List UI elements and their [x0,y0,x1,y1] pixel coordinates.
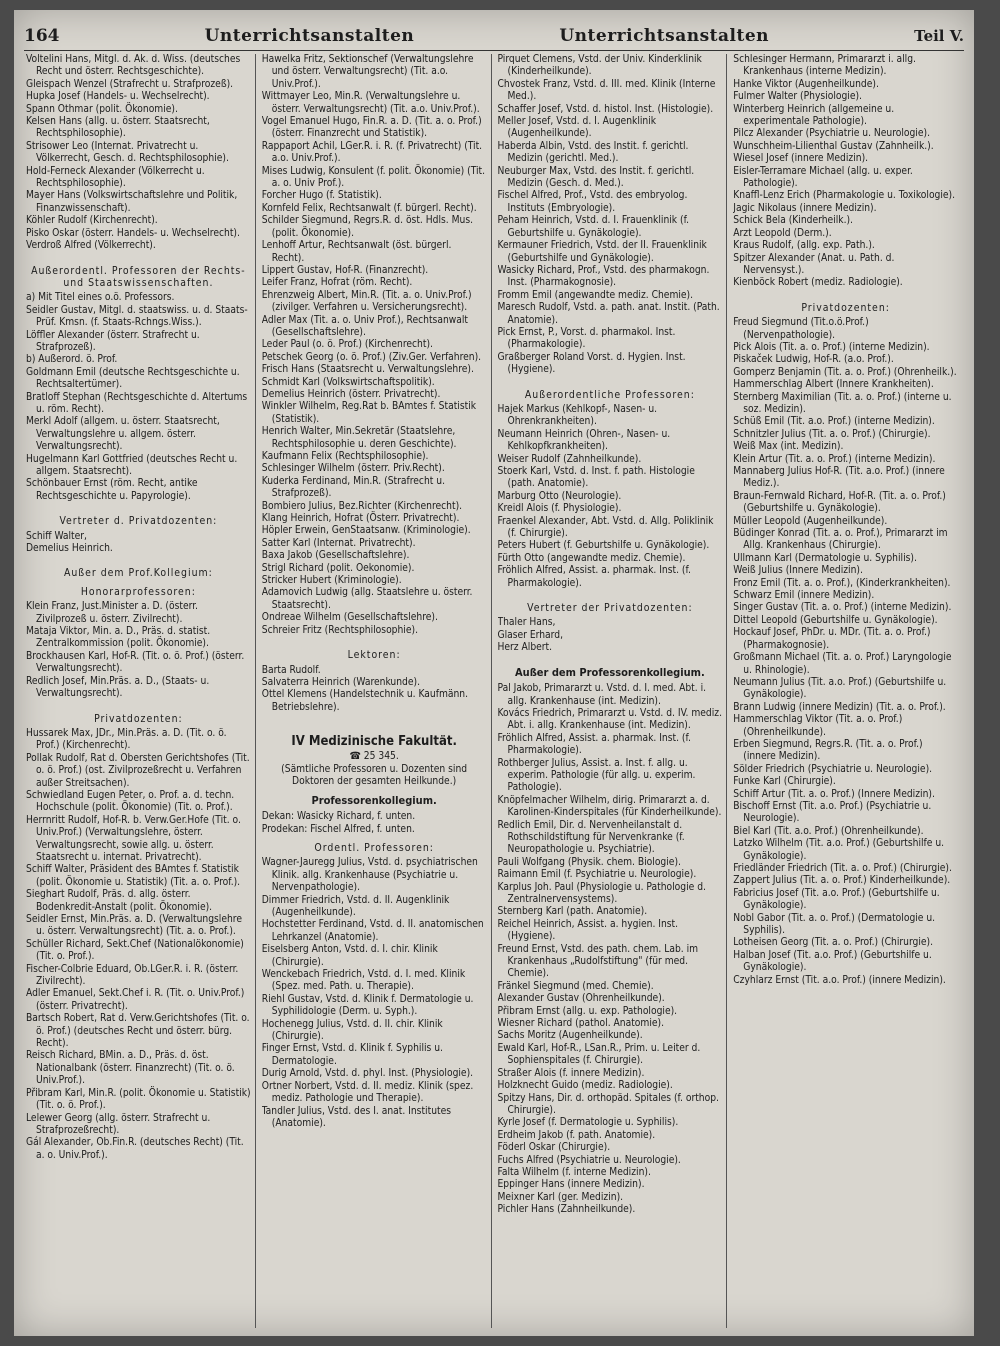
directory-entry: Peham Heinrich, Vstd. d. I. Frauenklinik (f. Geburtshilfe u. Gynäkologie). [497,215,689,239]
directory-entry: Schönbauer Ernst (röm. Recht, antike Rechtsgeschichte u. Papyrologie). [26,478,198,502]
directory-entry: Weiß Julius (Innere Medizin). [733,565,863,577]
directory-entry: Wenckebach Friedrich, Vstd. d. I. med. Klinik (Spez. med. Path. u. Therapie). [261,969,466,993]
directory-entry: Fröhlich Alfred, Assist. a. pharmak. Inst. (f. Pharmakologie). [497,565,691,589]
directory-entry: Dimmer Friedrich, Vstd. d. II. Augenklinik (Augenheilkunde). [261,894,450,918]
directory-entry: Hugelmann Karl Gottfried (deutsches Recht u. allgem. Staatsrecht). [26,453,238,477]
directory-entry: Rothberger Julius, Assist. a. Inst. f. allg. u. experim. Pathologie (für allg. u. experim. Pathologie). [497,757,696,794]
section-heading: Privatdozenten: [801,301,890,314]
directory-entry: Adamovich Ludwig (allg. Staatslehre u. österr. Staatsrecht). [261,587,473,611]
directory-entry: Meller Josef, Vstd. d. I. Augenklinik (Augenheilkunde). [497,116,657,140]
directory-entry: Hajek Markus (Kehlkopf-, Nasen- u. Ohrenkrankheiten). [497,403,658,428]
directory-entry: Herz Albert. [497,642,553,654]
directory-entry: Petschek Georg (o. ö. Prof.) (Ziv.Ger. Verfahren). [261,351,482,363]
directory-entry: Voltelini Hans, Mitgl. d. Ak. d. Wiss. (deutsches Recht und österr. Rechtsgeschichte). [26,54,241,78]
directory-entry: Mayer Hans (Volkswirtschaftslehre und Politik, Finanzwissenschaft). [26,190,238,214]
directory-entry: Maresch Rudolf, Vstd. a. path. anat. Instit. (Path. Anatomie). [497,302,720,326]
directory-entry: Ullmann Karl (Dermatologie u. Syphilis). [733,552,917,564]
directory-entry: Wittmayer Leo, Min.R. (Verwaltungslehre u. österr. Verwaltungsrecht) (Tit. a.o. Univ.Prof.). [261,91,480,115]
directory-entry: Braun-Fernwald Richard, Hof-R. (Tit. a. o. Prof.) (Geburtshilfe u. Gynäkologie). [733,490,946,515]
directory-entry: Schiff Artur (Tit. a. o. Prof.) (Innere Medizin). [733,788,935,800]
directory-entry: Marburg Otto (Neurologie). [497,490,622,502]
directory-entry: Kovács Friedrich, Primararzt u. Vstd. d. IV. mediz. Abt. i. allg. Krankenhause (int. Medizin). [497,707,722,732]
directory-entry: Gomperz Benjamin (Tit. a. o. Prof.) (Ohrenheilk.). [733,366,957,378]
directory-entry: Dittel Leopold (Geburtshilfe u. Gynäkologie). [733,614,938,626]
directory-entry: Pirquet Clemens, Vstd. der Univ. Kinderklinik (Kinderheilkunde). [497,54,702,78]
directory-entry: Durig Arnold, Vstd. d. phyl. Inst. (Physiologie). [261,1068,474,1080]
directory-entry: Föderl Oskar (Chirurgie). [497,1142,611,1154]
section-heading: Privatdozenten: [94,712,183,725]
directory-entry: Hold-Ferneck Alexander (Völkerrecht u. Rechtsphilosophie). [26,165,205,190]
directory-entry: Herrnritt Rudolf, Hof-R. b. Verw.Ger.Hofe (Tit. o. Univ.Prof.) (Verwaltungslehre, österr. Verwaltungsrecht, sowie allg. u. österr. Staatsrecht u. internat. Privatrecht). [26,814,241,863]
directory-entry: Satter Karl (Internat. Privatrecht). [261,537,416,549]
directory-entry: Sieghart Rudolf, Präs. d. allg. österr. Bodenkredit-Anstalt (polit. Ökonomie). [26,889,213,913]
directory-entry: Erben Siegmund, Regrs.R. (Tit. a. o. Prof.) (innere Medizin). [733,738,923,763]
directory-entry: Kuderka Ferdinand, Min.R. (Strafrecht u. Strafprozeß). [261,475,445,500]
directory-entry: Büdinger Konrad (Tit. a. o. Prof.), Primararzt im Allg. Krankenhaus (Chirurgie). [733,528,948,552]
directory-entry: Zappert Julius (Tit. a. o. Prof.) Kinderheilkunde). [733,875,951,887]
directory-entry: Arzt Leopold (Derm.). [733,227,832,239]
directory-entry: Bischoff Ernst (Tit. a.o. Prof.) (Psychiatrie u. Neurologie). [733,800,932,825]
directory-entry: Höpler Erwein, GenStaatsanw. (Kriminologie). [261,525,471,537]
directory-entry: Raimann Emil (f. Psychiatrie u. Neurologie). [497,869,697,881]
directory-entry: Salvaterra Heinrich (Warenkunde). [261,676,421,688]
directory-entry: Schilder Siegmund, Regrs.R. d. öst. Hdls. Mus. (polit. Ökonomie). [261,215,474,239]
directory-entry: Fröhlich Alfred, Assist. a. pharmak. Inst. (f. Pharmakologie). [497,732,691,757]
directory-entry: Haberda Albin, Vstd. des Instit. f. gerichtl. Medizin (gerichtl. Med.). [497,140,689,165]
directory-entry: Mataja Viktor, Min. a. D., Präs. d. statist. Zentralkommission (polit. Ökonomie). [26,626,211,650]
directory-entry: Nobl Gabor (Tit. a. o. Prof.) (Dermatologie u. Syphilis). [733,912,936,937]
directory-entry: Gleispach Wenzel (Strafrecht u. Strafprozeß). [26,78,234,90]
column-3 [498,54,728,1328]
section-heading: Außer dem Prof.Kollegium: [63,567,213,580]
directory-entry: Seidler Ernst, Min.Präs. a. D. (Verwaltungslehre u. österr. Verwaltungsrecht) (Tit. a. o. Prof.). [26,914,242,938]
directory-entry: Hammerschlag Albert (Innere Krankheiten). [733,379,934,391]
directory-entry: Goldmann Emil (deutsche Rechtsgeschichte u. Rechtsaltertümer). [26,366,240,391]
directory-entry: Baxa Jakob (Gesellschaftslehre). [261,550,410,562]
directory-entry: Bombiero Julius, Bez.Richter (Kirchenrecht). [261,500,463,512]
faculty-heading: IV Medizinische Fakultät. [291,734,457,750]
directory-entry: Schlesinger Hermann, Primararzt i. allg. Krankenhaus (interne Medizin). [733,54,916,78]
part-label: Teil V. [914,27,964,45]
directory-entry: Merkl Adolf (allgem. u. österr. Staatsrecht, Verwaltungslehre u. allgem. österr. Verwaltungsrecht). [26,416,220,453]
directory-entry: Knöpfelmacher Wilhelm, dirig. Primararzt a. d. Karolinen-Kinderspitales (für Kinderheilkunde). [497,794,722,819]
directory-entry: Kornfeld Felix, Rechtsanwalt (f. bürgerl. Recht). [261,202,477,214]
directory-entry: Chvostek Franz, Vstd. d. III. med. Klinik (Interne Med.). [497,78,716,103]
directory-entry: Wagner-Jauregg Julius, Vstd. d. psychiatrischen Klinik. allg. Krankenhause (Psychiatrie u. Nervenpathologie). [261,857,478,894]
directory-entry: Pichler Hans (Zahnheilkunde). [497,1204,636,1216]
directory-entry: Weiser Rudolf (Zahnheilkunde). [497,453,642,465]
directory-entry: Pick Ernst, P., Vorst. d. pharmakol. Inst. (Pharmakologie). [497,326,676,351]
directory-entry: Sternberg Maximilian (Tit. a. o. Prof.) (interne u. soz. Medizin). [733,391,952,415]
directory-entry: Fischer-Colbrie Eduard, Ob.LGer.R. i. R. (österr. Zivilrecht). [26,963,239,988]
directory-entry: Freud Siegmund (Tit.o.ö.Prof.) (Nervenpathologie). [733,317,869,341]
directory-entry: Brockhausen Karl, Hof-R. (Tit. o. ö. Prof.) (österr. Verwaltungsrecht). [26,650,245,675]
directory-entry: Piskaček Ludwig, Hof-R. (a.o. Prof.). [733,354,894,366]
directory-entry: Reichel Heinrich, Assist. a. hygien. Inst. (Hygiene). [497,918,679,943]
directory-entry: Friedländer Friedrich (Tit. a. o. Prof.) (Chirurgie). [733,863,952,874]
directory-entry: Peters Hubert (f. Geburtshilfe u. Gynäkologie). [497,540,710,552]
directory-entry: Schüß Emil (Tit. a.o. Prof.) (interne Medizin). [733,416,935,428]
directory-entry: Spitzer Alexander (Anat. u. Path. d. Nervensyst.). [733,252,895,276]
directory-entry: Fuchs Alfred (Psychiatrie u. Neurologie). [497,1154,681,1166]
directory-entry: Schmidt Karl (Volkswirtschaftspolitik). [261,376,435,388]
directory-entry: Adler Emanuel, Sekt.Chef i. R. (Tit. o. Univ.Prof.) (österr. Privatrecht). [26,988,245,1012]
directory-entry: Kyrle Josef (f. Dermatologie u. Syphilis). [497,1117,679,1129]
directory-entry: Leder Paul (o. ö. Prof.) (Kirchenrecht). [261,339,433,351]
directory-entry: Lotheisen Georg (Tit. a. o. Prof.) (Chirurgie). [733,937,934,949]
directory-entry: Neuburger Max, Vstd. des Instit. f. gerichtl. Medizin (Gesch. d. Med.). [497,165,695,190]
directory-entry: Kermauner Friedrich, Vstd. der II. Frauenklinik (Geburtshilfe und Gynäkologie). [497,240,707,264]
directory-entry: Sachs Moritz (Augenheilkunde). [497,1030,643,1042]
directory-entry: Lippert Gustav, Hof-R. (Finanzrecht). [261,264,429,276]
directory-entry: Leifer Franz, Hofrat (röm. Recht). [261,277,413,289]
directory-entry: Gál Alexander, Ob.Fin.R. (deutsches Recht) (Tit. a. o. Univ.Prof.). [26,1137,244,1161]
directory-entry: b) Außerord. ö. Prof. [26,354,118,366]
directory-entry: Ehrenzweig Albert, Min.R. (Tit. a. o. Univ.Prof.) (zivilger. Verfahren u. Versicherungsrecht). [261,289,472,314]
directory-entry: Bratloff Stephan (Rechtsgeschichte d. Altertums u. röm. Recht). [26,391,248,415]
page-number: 164 [24,26,60,46]
directory-entry: Mannaberg Julius Hof-R. (Tit. a.o. Prof.) (innere Mediz.). [733,466,945,490]
directory-entry: Forcher Hugo (f. Statistik). [261,190,382,202]
directory-entry: Winkler Wilhelm, Reg.Rat b. BAmtes f. Statistik (Statistik). [261,401,477,425]
directory-entry: Stricker Hubert (Kriminologie). [261,575,402,587]
directory-entry: Prodekan: Fischel Alfred, f. unten. [261,823,415,835]
spacer [498,655,723,661]
directory-entry: Pauli Wolfgang (Physik. chem. Biologie). [497,856,681,868]
directory-entry: Schaffer Josef, Vstd. d. histol. Inst. (Histologie). [497,103,714,115]
directory-entry: Schiff Walter, [26,530,87,542]
directory-entry: Stoerk Karl, Vstd. d. Inst. f. path. Histologie (path. Anatomie). [497,466,695,490]
directory-entry: Verdroß Alfred (Völkerrecht). [26,240,156,252]
directory-entry: Brann Ludwig (innere Medizin) (Tit. a. o. Prof.). [733,701,946,713]
directory-entry: Tandler Julius, Vstd. des I. anat. Institutes (Anatomie). [261,1105,452,1129]
directory-entry: Glaser Erhard, [497,629,563,641]
directory-entry: Weiß Max (int. Medizin). [733,441,844,453]
directory-entry: Redlich Emil, Dir. d. Nervenheilanstalt d. Rothschildstiftung für Nervenkranke (f. Neuropathologie u. Psychiatrie). [497,819,685,856]
directory-entry: Singer Gustav (Tit. a. o. Prof.) (interne Medizin). [733,602,952,614]
spacer [498,377,723,383]
spacer [26,555,251,561]
directory-entry: Wunschheim-Lilienthal Gustav (Zahnheilk.). [733,140,934,152]
directory-entry: Fränkel Siegmund (med. Chemie). [497,980,654,992]
directory-entry: Redlich Josef, Min.Präs. a. D., (Staats- u. Verwaltungsrecht). [26,675,210,700]
directory-entry: Riehl Gustav, Vstd. d. Klinik f. Dermatologie u. Syphilidologie (Derm. u. Syph.). [261,993,474,1018]
directory-entry: Eppinger Hans (innere Medizin). [497,1179,645,1191]
directory-entry: Demelius Heinrich. [26,543,113,555]
section-heading: Honorarprofessoren: [80,585,196,598]
directory-entry: Kreidl Alois (f. Physiologie). [497,503,622,515]
directory-entry: Fraenkel Alexander, Abt. Vstd. d. Allg. Poliklinik (f. Chirurgie). [497,515,714,540]
directory-entry: Karplus Joh. Paul (Physiologie u. Pathologie d. Zentralnervensystems). [497,881,706,905]
directory-entry: Adler Max (Tit. a. o. Univ Prof.), Rechtsanwalt (Gesellschaftslehre). [261,314,469,338]
directory-entry: Köhler Rudolf (Kirchenrecht). [26,215,158,227]
directory-entry: Wiesner Richard (pathol. Anatomie). [497,1018,665,1030]
directory-entry: Halban Josef (Tit. a.o. Prof.) (Geburtshilfe u. Gynäkologie). [733,949,932,974]
directory-entry: Schiff Walter, Präsident des BAmtes f. Statistik (polit. Ökonomie u. Statistik) (Tit. a. o. Prof.). [26,864,241,888]
directory-entry: Schreier Fritz (Rechtsphilosophie). [261,624,418,636]
directory-entry: Freund Ernst, Vstd. des path. chem. Lab. im Krankenhaus „Rudolfstiftung" (für med. Chemie). [497,943,699,980]
directory-entry: Fabricius Josef (Tit. a.o. Prof.) (Geburtshilfe u. Gynäkologie). [733,887,940,912]
directory-entry: Kraus Rudolf, (allg. exp. Path.). [733,240,875,252]
directory-entry: Hochenegg Julius, Vstd. d. II. chir. Klinik (Chirurgie). [261,1018,443,1043]
directory-entry: a) Mit Titel eines o.ö. Professors. [26,292,175,304]
directory-entry: Fromm Emil (angewandte mediz. Chemie). [497,289,694,301]
directory-entry: Graßberger Roland Vorst. d. Hygien. Inst. (Hygiene). [497,351,686,376]
section-heading: Ordentl. Professoren: [314,841,434,854]
directory-entry: Sölder Friedrich (Psychiatrie u. Neurologie). [733,763,933,775]
directory-entry: Vogel Emanuel Hugo, Fin.R. a. D. (Tit. a. o. Prof.) (österr. Finanzrecht und Statistik). [261,116,482,140]
directory-entry: Eiselsberg Anton, Vstd. d. I. chir. Klinik (Chirurgie). [261,944,438,968]
directory-entry: Schüller Richard, Sekt.Chef (Nationalökonomie) (Tit. o. Prof.). [26,938,244,963]
directory-entry: Jagic Nikolaus (innere Medizin). [733,202,877,214]
directory-entry: Klang Heinrich, Hofrat (Österr. Privatrecht). [261,513,460,525]
directory-entry: Neumann Julius (Tit. a.o. Prof.) (Geburtshilfe u. Gynäkologie). [733,676,947,701]
directory-entry: Kelsen Hans (allg. u. österr. Staatsrecht, Rechtsphilosophie). [26,116,210,140]
directory-entry: Wiesel Josef (innere Medizin). [733,153,869,165]
directory-entry: Ewald Karl, Hof-R., LSan.R., Prim. u. Leiter d. Sophienspitales (f. Chirurgie). [497,1042,701,1067]
directory-entry: Schick Bela (Kinderheilk.). [733,215,853,227]
directory-entry: Finger Ernst, Vstd. d. Klinik f. Syphilis u. Dermatologie. [261,1043,443,1067]
directory-entry: Kienböck Robert (mediz. Radiologie). [733,277,903,289]
directory-entry: Pal Jakob, Primararzt u. Vstd. d. I. med. Abt. i. allg. Krankenhause (int. Medizin). [497,683,707,707]
document-page [14,10,974,1336]
directory-entry: Schwarz Emil (innere Medizin). [733,590,875,602]
spacer [733,290,958,296]
directory-entry: Bartsch Robert, Rat d. Verw.Gerichtshofes (Tit. o. ö. Prof.) (deutsches Recht und österr. bürg. Recht). [26,1013,250,1050]
directory-entry: Lelewer Georg (allg. österr. Strafrecht u. Strafprozeßrecht). [26,1112,211,1136]
directory-entry: Rappaport Achil, LGer.R. i. R. (f. Privatrecht) (Tit. a.o. Univ.Prof.). [261,140,483,165]
directory-entry: Hussarek Max, JDr., Min.Präs. a. D. (Tit. o. ö. Prof.) (Kirchenrecht). [26,727,227,752]
directory-entry: Ondreae Wilhelm (Gesellschaftslehre). [261,612,438,624]
section-heading: Vertreter der Privatdozenten: [527,602,693,615]
directory-entry: Knaffl-Lenz Erich (Pharmakologie u. Toxikologie). [733,190,956,202]
directory-entry: Pilcz Alexander (Psychiatrie u. Neurologie). [733,128,930,140]
directory-entry: Meixner Karl (ger. Medizin). [497,1191,624,1203]
directory-entry: Klein Artur (Tit. a. o. Prof.) (interne Medizin). [733,453,936,465]
directory-entry: Pisko Oskar (österr. Handels- u. Wechselrecht). [26,227,240,239]
directory-entry: Spitzy Hans, Dir. d. orthopäd. Spitales (f. orthop. Chirurgie). [497,1092,719,1116]
centered-note: ☎ 25 345. [349,750,399,762]
directory-entry: Ortner Norbert, Vstd. d. II. mediz. Klinik (spez. mediz. Pathologie und Therapie). [261,1080,474,1105]
section-heading: Lektoren: [347,649,401,662]
directory-entry: Hanke Viktor (Augenheilkunde). [733,78,879,90]
directory-entry: Thaler Hans, [497,617,556,629]
directory-entry: Fürth Otto (angewandte mediz. Chemie). [497,552,686,564]
directory-entry: Barta Rudolf. [261,664,321,676]
column-4 [733,54,962,1328]
directory-entry: Eisler-Terramare Michael (allg. u. exper. Pathologie). [733,165,913,190]
directory-entry: Alexander Gustav (Ohrenheilkunde). [497,993,665,1005]
directory-entry: Hammerschlag Viktor (Tit. a. o. Prof.) (Ohrenheilkunde). [733,714,903,738]
text-columns [26,54,962,1328]
directory-entry: Falta Wilhelm (f. interne Medizin). [497,1166,651,1178]
directory-entry: Czyhlarz Ernst (Tit. a.o. Prof.) (innere Medizin). [733,974,946,986]
directory-entry: Schnitzler Julius (Tit. a. o. Prof.) (Chirurgie). [733,428,931,440]
directory-entry: Henrich Walter, Min.Sekretär (Staatslehre, Rechtsphilosophie u. deren Geschichte). [261,426,457,450]
directory-entry: Strisower Leo (Internat. Privatrecht u. Völkerrecht, Gesch. d. Rechtsphilosophie). [26,140,229,165]
section-heading: Außerordentl. Professoren der Rechts- und Staatswissenschaften. [31,264,246,289]
column-1 [26,54,256,1328]
directory-entry: Strigl Richard (polit. Oekonomie). [261,562,415,574]
directory-entry: Přibram Karl, Min.R. (polit. Ökonomie u. Statistik) (Tit. o. ö. Prof.). [26,1087,251,1112]
directory-entry: Erdheim Jakob (f. path. Anatomie). [497,1129,656,1141]
directory-entry: Löffler Alexander (österr. Strafrecht u. Strafprozeß). [26,329,200,353]
directory-entry: Hockauf Josef, PhDr. u. MDr. (Tit. a. o. Prof.) (Pharmakognosie). [733,627,931,651]
directory-entry: Winterberg Heinrich (allgemeine u. experimentale Pathologie). [733,103,895,128]
spacer [262,637,487,643]
directory-entry: Kaufmann Felix (Rechtsphilosophie). [261,451,429,462]
directory-entry: Holzknecht Guido (mediz. Radiologie). [497,1080,673,1092]
directory-entry: Müller Leopold (Augenheilkunde). [733,515,888,527]
directory-entry: Sternberg Karl (path. Anatomie). [497,906,648,918]
directory-entry: Přibram Ernst (allg. u. exp. Pathologie). [497,1005,678,1017]
directory-entry: Spann Othmar (polit. Ökonomie). [26,103,178,115]
directory-entry: Reisch Richard, BMin. a. D., Präs. d. öst. Nationalbank (österr. Finanzrecht) (Tit. o. ö. Univ.Prof.). [26,1050,235,1087]
spacer [26,701,251,707]
directory-entry: Ottel Klemens (Handelstechnik u. Kaufmänn. Betriebslehre). [261,689,469,713]
running-title-right: Unterrichtsanstalten [559,26,770,46]
directory-entry: Großmann Michael (Tit. a. o. Prof.) Laryngologie u. Rhinologie). [733,652,952,676]
section-heading: Vertreter d. Privatdozenten: [59,515,218,528]
directory-entry: Straßer Alois (f. innere Medizin). [497,1067,645,1079]
directory-entry: Hochstetter Ferdinand, Vstd. d. II. anatomischen Lehrkanzel (Anatomie). [261,919,484,943]
page-header [24,22,964,51]
directory-entry: Fischel Alfred, Prof., Vstd. des embryolog. Instituts (Embryologie). [497,190,688,214]
directory-entry: Schlesinger Wilhelm (österr. Priv.Recht). [261,463,445,475]
directory-entry: Neumann Heinrich (Ohren-, Nasen- u. Kehlkopfkrankheiten). [497,428,671,453]
directory-entry: Hupka Josef (Handels- u. Wechselrecht). [26,91,210,103]
directory-entry: Fronz Emil (Tit. a. o. Prof.), (Kinderkrankheiten). [733,577,951,589]
directory-entry: Wasicky Richard, Prof., Vstd. des pharmakogn. Inst. (Pharmakognosie). [497,264,710,289]
directory-entry: Funke Karl (Chirurgie). [733,776,836,788]
directory-entry: Seidler Gustav, Mitgl. d. staatswiss. u. d. Staats-Prüf. Kmsn. (f. Staats-Rchngs.Wiss.). [26,304,248,329]
column-2 [262,54,492,1328]
directory-entry: Schwiedland Eugen Peter, o. Prof. a. d. techn. Hochschule (polit. Ökonomie) (Tit. o. Prof.). [26,789,235,814]
directory-entry: Klein Franz, Just.Minister a. D. (österr. Zivilprozeß u. österr. Zivilrecht). [26,601,198,625]
running-title-left: Unterrichtsanstalten [204,26,415,46]
section-heading-bold: Professorenkollegium. [311,793,437,807]
directory-entry: Biel Karl (Tit. a.o. Prof.) (Ohrenheilkunde). [733,825,924,837]
directory-entry: Mises Ludwig, Konsulent (f. polit. Ökonomie) (Tit. a. o. Univ Prof.). [261,165,486,190]
directory-entry: Pick Alois (Tit. a. o. Prof.) (interne Medizin). [733,341,930,353]
centered-note: (Sämtliche Professoren u. Dozenten sind Doktoren der gesamten Heilkunde.) [281,763,468,788]
section-heading: Außerordentliche Professoren: [524,388,695,401]
directory-entry: Frisch Hans (Staatsrecht u. Verwaltungslehre). [261,364,474,376]
directory-entry: Latzko Wilhelm (Tit. a.o. Prof.) (Geburtshilfe u. Gynäkologie). [733,838,945,862]
directory-entry: Hawelka Fritz, Sektionschef (Verwaltungslehre und österr. Verwaltungsrecht) (Tit. a.o. Univ.Prof.). [261,54,474,90]
spacer [26,253,251,259]
directory-entry: Lenhoff Artur, Rechtsanwalt (öst. bürgerl. Recht). [261,240,452,264]
directory-entry: Dekan: Wasicky Richard, f. unten. [261,811,416,823]
spacer [26,503,251,509]
directory-entry: Pollak Rudolf, Rat d. Obersten Gerichtshofes (Tit. o. ö. Prof.) (ost. Zivilprozeßrecht u. Verfahren außer Streitsachen). [26,752,250,789]
section-heading-bold: Außer dem Professorenkollegium. [514,665,705,679]
directory-entry: Demelius Heinrich (österr. Privatrecht). [261,388,441,400]
spacer [498,590,723,596]
directory-entry: Fulmer Walter (Physiologie). [733,91,862,103]
spacer [262,720,487,726]
